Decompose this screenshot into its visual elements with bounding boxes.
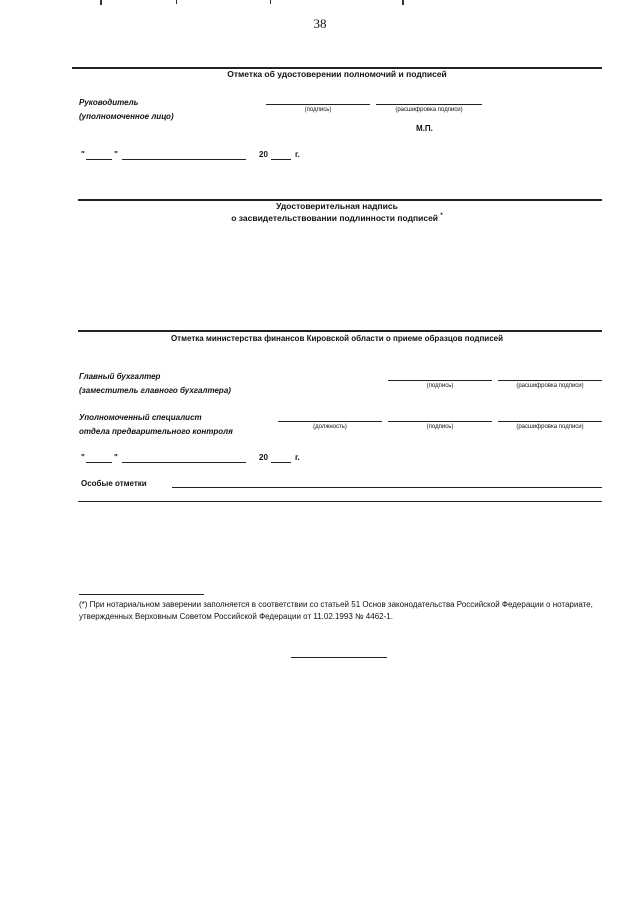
special-notes-line1 (172, 487, 602, 488)
page-number: 38 (313, 16, 327, 31)
date1-quote-open: " (81, 150, 85, 159)
head-transcript-caption: (расшифровка подписи) (395, 107, 463, 113)
stamp-mark: М.П. (416, 124, 433, 133)
section1-title: Отметка об удостоверении полномочий и подписей (227, 69, 447, 79)
special-notes-label: Особые отметки (81, 479, 147, 488)
special-notes-line2 (78, 501, 602, 502)
date2-year-suffix: г. (295, 453, 300, 462)
specialist-label-line1: Уполномоченный специалист (79, 413, 202, 422)
specialist-label-line2: отдела предварительного контроля (79, 427, 233, 436)
section2-title-line1: Удостоверительная надпись (276, 201, 398, 211)
section2-title-marker: * (440, 213, 443, 220)
date2-year-line (271, 462, 291, 463)
document-end-line (291, 657, 387, 658)
date2-day-line (86, 462, 112, 463)
footnote-separator (79, 594, 204, 595)
specialist-position-caption: (должность) (313, 424, 347, 430)
head-transcript-line (376, 104, 482, 105)
section3-top-rule (78, 330, 602, 332)
accountant-transcript-caption: (расшифровка подписи) (516, 383, 584, 389)
date1-month-line (122, 159, 246, 160)
date2-month-line (122, 462, 246, 463)
date1-day-line (86, 159, 112, 160)
head-signature-line (266, 104, 370, 105)
date1-year-line (271, 159, 291, 160)
accountant-signature-caption: (подпись) (426, 383, 454, 389)
date2-quote-close: " (114, 453, 118, 462)
top-edge-marks (0, 0, 640, 6)
accountant-label-line1: Главный бухгалтер (79, 372, 161, 381)
section2-title-line2 (72, 213, 602, 223)
date1-year-prefix: 20 (259, 150, 268, 159)
head-label-line1: Руководитель (79, 98, 139, 107)
accountant-transcript-line (498, 380, 602, 381)
section3-title: Отметка министерства финансов Кировской области о приеме образцов подписей (170, 334, 504, 343)
date2-year-prefix: 20 (259, 453, 268, 462)
footnote-text: (*) При нотариальном заверении заполняется в соответствии со статьей 51 Основ законодательства Российской Федерации о нотариате, утвержденных Верховным Советом Российской Федерации от 11.02.1993 № 4462-1. (79, 600, 593, 621)
specialist-transcript-caption: (расшифровка подписи) (516, 424, 584, 430)
date2-quote-open: " (81, 453, 85, 462)
head-label-line2: (уполномоченное лицо) (79, 112, 174, 121)
date1-year-suffix: г. (295, 150, 300, 159)
section2-title-line2-text: о засвидетельствовании подлинности подписей (231, 213, 439, 223)
date1-quote-close: " (114, 150, 118, 159)
specialist-position-line (278, 421, 382, 422)
specialist-transcript-line (498, 421, 602, 422)
specialist-signature-line (388, 421, 492, 422)
accountant-signature-line (388, 380, 492, 381)
head-signature-caption: (подпись) (304, 107, 332, 113)
specialist-signature-caption: (подпись) (426, 424, 454, 430)
accountant-label-line2: (заместитель главного бухгалтера) (79, 386, 231, 395)
